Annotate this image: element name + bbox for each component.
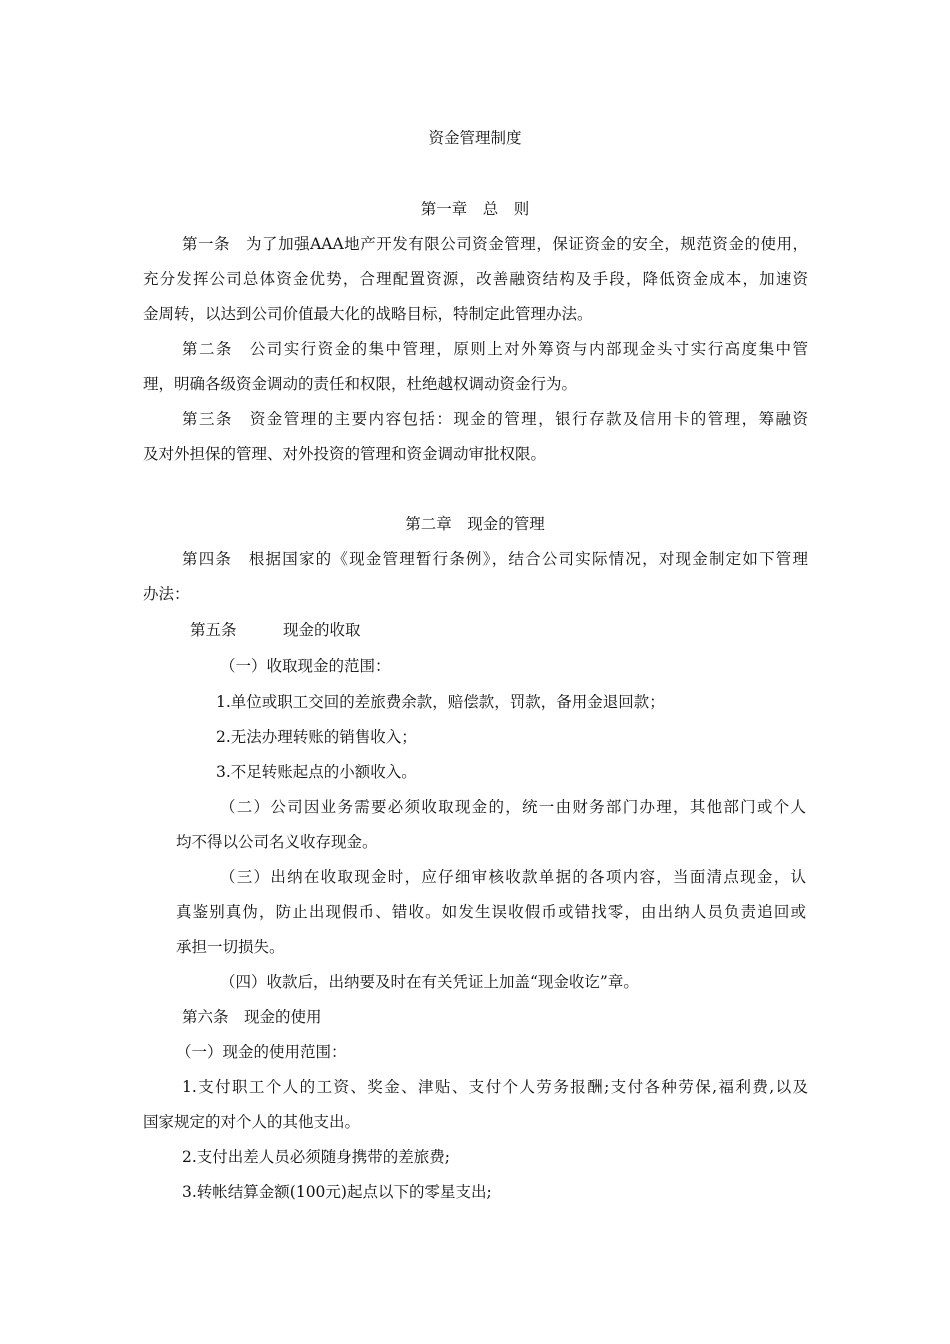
article-5-item-1-point-3: 3.不足转账起点的小额收入。 (216, 763, 417, 781)
article-5-item-2-line-1: （二）公司因业务需要必须收取现金的，统一由财务部门办理，其他部门或个人 (220, 798, 806, 816)
article-6-point-1-line-2: 国家规定的对个人的其他支出。 (143, 1113, 361, 1131)
article-6-heading: 第六条 现金的使用 (182, 1008, 322, 1026)
article-5-item-1-point-1: 1.单位或职工交回的差旅费余款，赔偿款，罚款，备用金退回款； (216, 693, 665, 711)
article-6-point-2: 2.支付出差人员必须随身携带的差旅费; (182, 1148, 451, 1166)
article-5-item-1-heading: （一）收取现金的范围： (220, 657, 391, 675)
article-5-item-1-point-2: 2.无法办理转账的销售收入； (216, 728, 417, 746)
document-title: 资金管理制度 (428, 129, 522, 147)
chapter-2-heading: 第二章 现金的管理 (405, 515, 545, 533)
article-3-line-2: 及对外担保的管理、对外投资的管理和资金调动审批权限。 (143, 445, 547, 463)
article-6-point-1-line-1: 1.支付职工个人的工资、奖金、津贴、支付个人劳务报酬;支付各种劳保,福利费,以及 (182, 1078, 808, 1096)
article-1-line-2: 充分发挥公司总体资金优势，合理配置资源，改善融资结构及手段，降低资金成本，加速资 (143, 270, 808, 288)
article-5-item-3-line-2: 真鉴别真伪，防止出现假币、错收。如发生误收假币或错找零，由出纳人员负责追回或 (176, 903, 806, 921)
article-3-line-1: 第三条 资金管理的主要内容包括：现金的管理，银行存款及信用卡的管理，筹融资 (182, 410, 808, 428)
article-4-line-2: 办法： (143, 585, 190, 603)
article-5-heading: 第五条 现金的收取 (190, 621, 361, 639)
chapter-1-heading: 第一章 总 则 (420, 200, 530, 218)
article-5-item-3-line-1: （三）出纳在收取现金时，应仔细审核收款单据的各项内容，当面清点现金，认 (220, 868, 806, 886)
article-5-item-3-line-3: 承担一切损失。 (176, 938, 285, 956)
article-5-item-2-line-2: 均不得以公司名义收存现金。 (176, 833, 378, 851)
article-1-line-1: 第一条 为了加强AAA地产开发有限公司资金管理，保证资金的安全，规范资金的使用， (182, 235, 808, 253)
article-5-item-4: （四）收款后，出纳要及时在有关凭证上加盖“现金收讫”章。 (220, 973, 639, 991)
article-2-line-1: 第二条 公司实行资金的集中管理，原则上对外筹资与内部现金头寸实行高度集中管 (182, 340, 808, 358)
article-2-line-2: 理，明确各级资金调动的责任和权限，杜绝越权调动资金行为。 (143, 375, 578, 393)
article-1-line-3: 金周转，以达到公司价值最大化的战略目标，特制定此管理办法。 (143, 305, 593, 323)
article-6-point-3: 3.转帐结算金额(100元)起点以下的零星支出; (182, 1183, 492, 1201)
article-4-line-1: 第四条 根据国家的《现金管理暂行条例》，结合公司实际情况，对现金制定如下管理 (182, 550, 808, 568)
article-6-item-1-heading: （一）现金的使用范围： (176, 1043, 347, 1061)
